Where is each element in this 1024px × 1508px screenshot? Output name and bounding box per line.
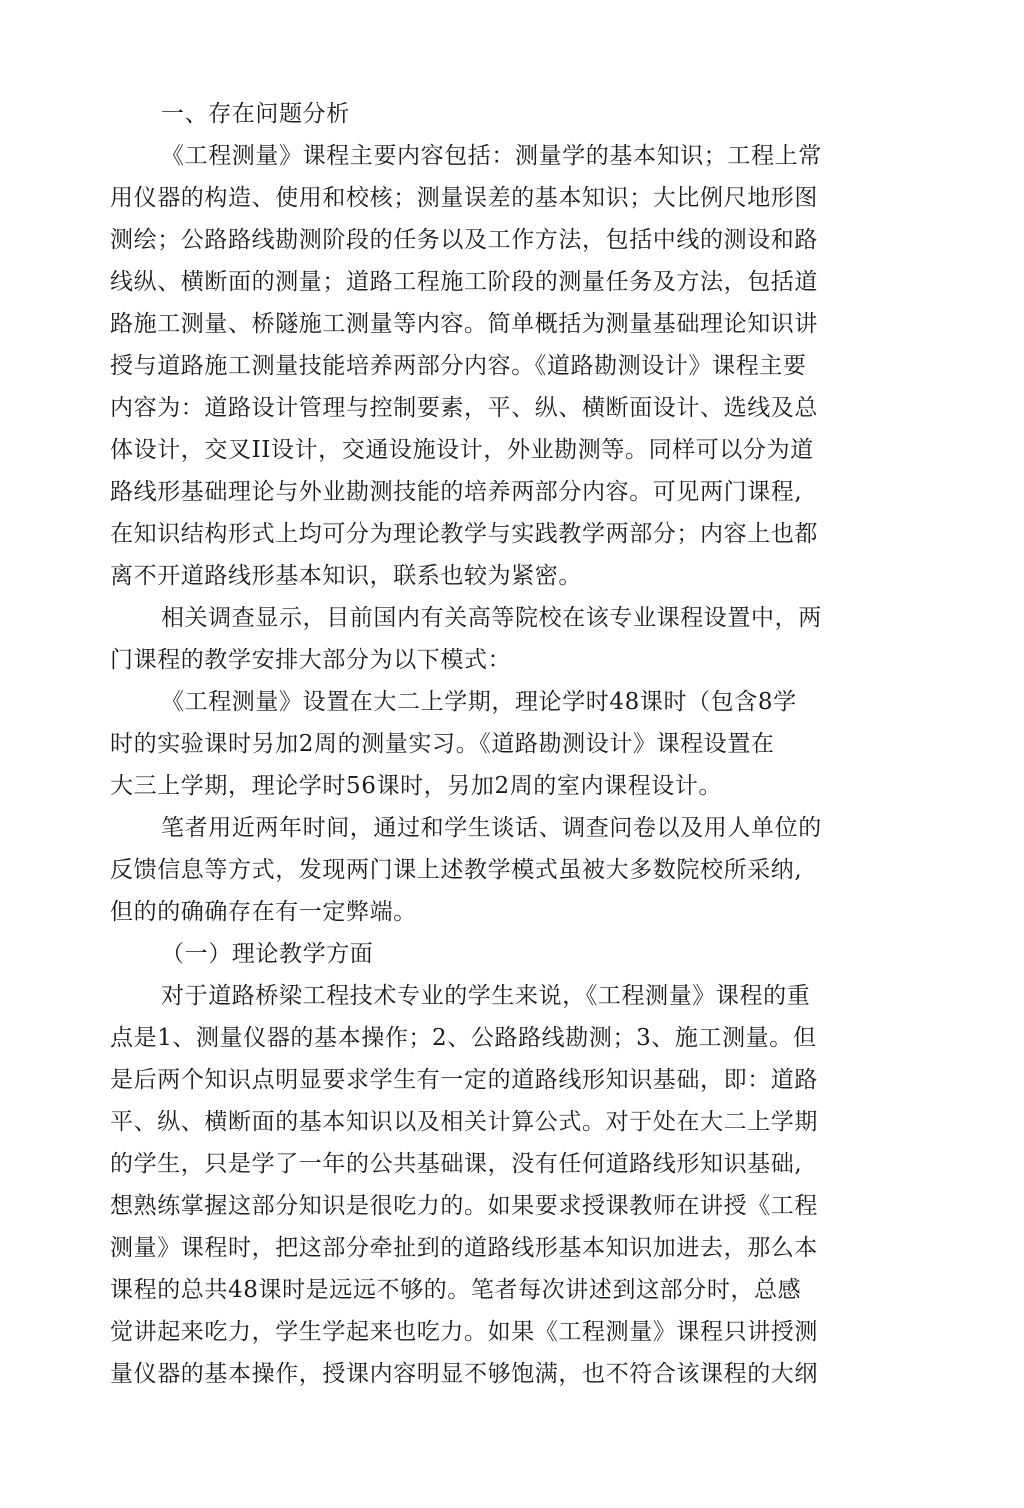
paragraph-line: 觉讲起来吃力，学生学起来也吃力。如果《工程测量》课程只讲授测	[110, 1319, 818, 1345]
paragraph-line: 用仪器的构造、使用和校核；测量误差的基本知识；大比例尺地形图	[110, 185, 818, 211]
paragraph-line: 路线形基础理论与外业勘测技能的培养两部分内容。可见两门课程,	[110, 479, 803, 505]
paragraph-line: 测量》课程时，把这部分牵扯到的道路线形基本知识加进去，那么本	[110, 1235, 818, 1261]
paragraph-line: 笔者用近两年时间，通过和学生谈话、调查问卷以及用人单位的	[161, 815, 822, 841]
paragraph-line: 时的实验课时另加2周的测量实习。《道路勘测设计》课程设置在	[110, 731, 775, 757]
paragraph-line: 是后两个知识点明显要求学生有一定的道路线形知识基础，即：道路	[110, 1067, 818, 1093]
paragraph-line: 大三上学期，理论学时56课时，另加2周的室内课程设计。	[110, 773, 723, 799]
paragraph-line: 门课程的教学安排大部分为以下模式：	[110, 647, 512, 673]
paragraph-line: 在知识结构形式上均可分为理论教学与实践教学两部分；内容上也都	[110, 521, 818, 547]
paragraph-line: 授与道路施工测量技能培养两部分内容。《道路勘测设计》课程主要	[110, 353, 807, 379]
paragraph-line: 课程的总共48课时是远远不够的。笔者每次讲述到这部分时，总感	[110, 1277, 802, 1303]
paragraph-line: 量仪器的基本操作，授课内容明显不够饱满，也不符合该课程的大纲	[110, 1361, 818, 1387]
paragraph-line: 内容为：道路设计管理与控制要素，平、纵、横断面设计、选线及总	[110, 395, 818, 421]
paragraph-line: 线纵、横断面的测量；道路工程施工阶段的测量任务及方法，包括道	[110, 269, 818, 295]
paragraph-line: 相关调查显示，目前国内有关高等院校在该专业课程设置中，两	[161, 605, 822, 631]
paragraph-line: 离不开道路线形基本知识，联系也较为紧密。	[110, 563, 582, 589]
paragraph-line: 《工程测量》课程主要内容包括：测量学的基本知识；工程上常	[161, 143, 822, 169]
paragraph-line: 想熟练掌握这部分知识是很吃力的。如果要求授课教师在讲授《工程	[110, 1193, 818, 1219]
subsection-heading: （一）理论教学方面	[161, 941, 374, 967]
section-heading: 一、存在问题分析	[161, 101, 350, 127]
paragraph-line: 的学生，只是学了一年的公共基础课，没有任何道路线形知识基础,	[110, 1151, 803, 1177]
paragraph-line: 《工程测量》设置在大二上学期，理论学时48课时（包含8学	[161, 689, 797, 715]
paragraph-line: 点是1、测量仪器的基本操作；2、公路路线勘测；3、施工测量。但	[110, 1025, 817, 1051]
paragraph-line: 测绘；公路路线勘测阶段的任务以及工作方法，包括中线的测设和路	[110, 227, 818, 253]
paragraph-line: 对于道路桥梁工程技术专业的学生来说，《工程测量》课程的重	[161, 983, 811, 1009]
paragraph-line: 反馈信息等方式，发现两门课上述教学模式虽被大多数院校所采纳,	[110, 857, 803, 883]
paragraph-line: 路施工测量、桥隧施工测量等内容。简单概括为测量基础理论知识讲	[110, 311, 818, 337]
paragraph-line: 体设计，交叉II设计，交通设施设计，外业勘测等。同样可以分为道	[110, 437, 814, 463]
paragraph-line: 平、纵、横断面的基本知识以及相关计算公式。对于处在大二上学期	[110, 1109, 818, 1135]
paragraph-line: 但的的确确存在有一定弊端。	[110, 899, 417, 925]
